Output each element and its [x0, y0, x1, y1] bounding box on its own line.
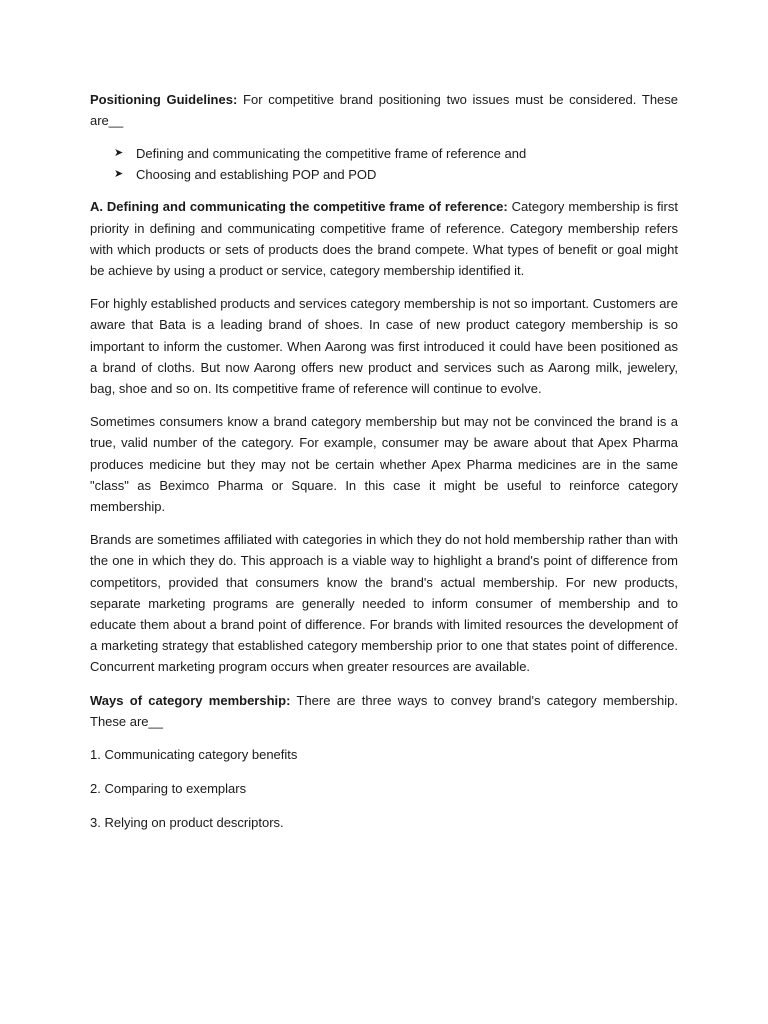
numbered-list — [90, 744, 678, 834]
intro-paragraph — [90, 89, 678, 131]
intro-text: For competitive brand positioning two issues must be considered. These are__ — [90, 92, 679, 129]
ways-heading: Ways of category membership: — [90, 692, 291, 708]
document-page — [90, 89, 678, 847]
body-paragraph: For highly established products and services category membership is not so important. Customers are aware that Bata is a leading brand of shoes. In case of new product category membership is so important to inform the customer. When Aarong was first introduced it could have been positioned as a brand of cloths. But now Aarong offers new product and services such as Aarong milk, jewelery, bag, shoe and so on. Its competitive frame of reference will continue to evolve. — [90, 296, 678, 397]
numbered-item: 2. Comparing to exemplars — [90, 781, 247, 797]
arrow-bullet-icon: ➤ — [114, 168, 124, 181]
body-paragraph: Brands are sometimes affiliated with categories in which they do not hold membership rather than with the one in which they do. This approach is a viable way to highlight a brand's point of difference from competitors, provided that consumers know the brand's actual membership. For new products, separate marketing programs are generally needed to inform consumer of membership and to educate them about a brand point of difference. For brands with limited resources the development of a marketing strategy that established category membership prior to one that states point of difference. Concurrent marketing program occurs when greater resources are available. — [90, 532, 678, 675]
intro-heading: Positioning Guidelines: — [90, 92, 238, 107]
bullet-text: Defining and communicating the competitive frame of reference and — [136, 146, 527, 162]
numbered-item: 3. Relying on product descriptors. — [90, 815, 284, 831]
ways-paragraph — [90, 690, 678, 732]
section-a-paragraph — [90, 196, 678, 281]
list-item — [114, 164, 678, 185]
arrow-bullet-icon: ➤ — [114, 147, 124, 160]
bullet-list — [90, 143, 678, 185]
numbered-item: 1. Communicating category benefits — [90, 747, 298, 763]
body-paragraph: Sometimes consumers know a brand category membership but may not be convinced the brand is a true, valid number of the category. For example, consumer may be aware about that Apex Pharma produces medicine but they may not be certain whether Apex Pharma medicines are in the same "class" as Beximco Pharma or Square. In this case it might be useful to reinforce category membership. — [90, 414, 678, 515]
list-item — [114, 143, 678, 164]
section-a-heading: A. Defining and communicating the competitive frame of reference: — [90, 199, 508, 215]
bullet-text: Choosing and establishing POP and POD — [136, 167, 377, 183]
section-a-text: Category membership is first priority in defining and communicating competitive frame of reference. Category membership refers with which products or sets of products does the brand compete. What types of benefit or goal might be achieve by using a product or service, category membership identified it. — [90, 199, 678, 279]
ways-text: There are three ways to convey brand's category membership. These are__ — [90, 692, 679, 729]
